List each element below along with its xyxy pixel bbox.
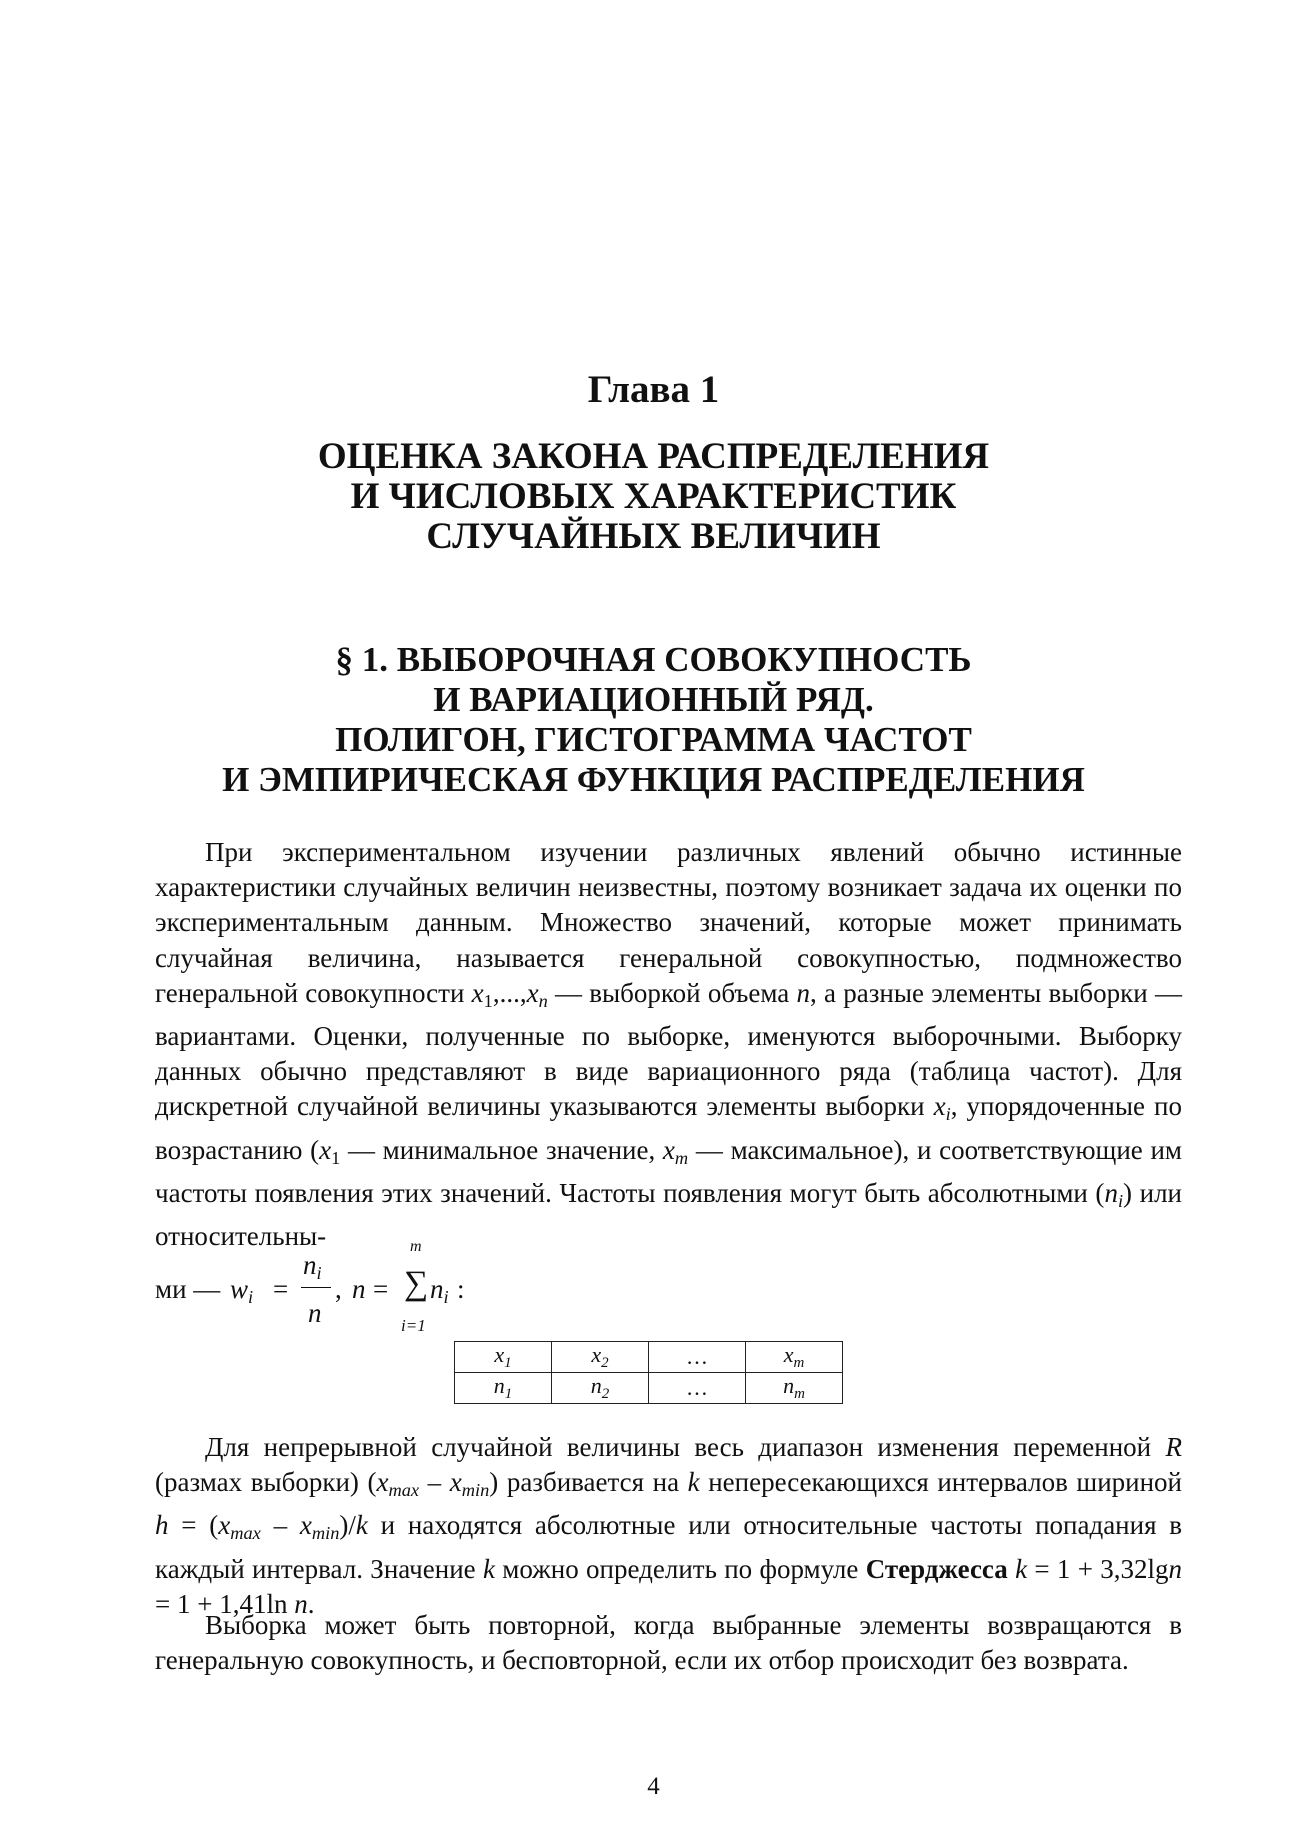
- table-cell: $x_m$: [746, 1342, 843, 1373]
- fraction-bar: [301, 1287, 331, 1288]
- chapter-title-line: СЛУЧАЙНЫХ ВЕЛИЧИН: [426, 516, 881, 557]
- paragraph-sampling: Выборка может быть повторной, когда выбранные элементы возвращаются в генеральную совокупность, и бесповторной, если их отбор происходит без возврата.: [155, 1610, 1182, 1676]
- section-title-line: И ЭМПИРИЧЕСКАЯ ФУНКЦИЯ РАСПРЕДЕЛЕНИЯ: [222, 760, 1085, 799]
- table-cell: $n_m$: [746, 1373, 843, 1404]
- paragraph-continuous: Для непрерывной случайной величины весь диапазон изменения переменной R (размах выборки) $(x_{max} - x_{min})$ разбивается на k непересекающихся интервалов шириной $h = (x_{max} - x_{min})/k$ и находятся абсолютные или относительные частоты попадания в каждый интервал. Значение k можно определить по формуле Стерджесса k = 1 + 3,32lgn = 1 + 1,41ln n.: [155, 1432, 1183, 1619]
- variation-series-table: [454, 1341, 843, 1404]
- chapter-label: Глава 1: [587, 368, 720, 411]
- section-title-line: И ВАРИАЦИОННЫЙ РЯД.: [433, 680, 874, 719]
- page-number: 4: [647, 1773, 660, 1800]
- relative-frequency-formula: ми — $w_i$ = $n_i$ n , n = m ∑ i=1 $n_i$ :: [155, 1238, 465, 1335]
- table-row: [455, 1373, 843, 1404]
- section-title: [0, 640, 1307, 800]
- table-cell: $n_2$: [552, 1373, 649, 1404]
- section-title-line: § 1. ВЫБОРОЧНАЯ СОВОКУПНОСТЬ: [335, 640, 972, 679]
- table-cell: $x_1$: [455, 1342, 552, 1373]
- table-cell: …: [649, 1342, 746, 1373]
- section-title-line: ПОЛИГОН, ГИСТОГРАММА ЧАСТОТ: [335, 720, 972, 759]
- chapter-title-line: ОЦЕНКА ЗАКОНА РАСПРЕДЕЛЕНИЯ: [317, 436, 990, 477]
- table-row: [455, 1342, 843, 1373]
- paragraph-intro: При экспериментальном изучении различных явлений обычно истинные характеристики случайных величин неизвестны, поэтому возникает задача их оценки по экспериментальным данным. Множество значений, которые может принимать случайная величина, называется генеральной совокупностью, подмножество генеральной совокупности $x_1,...,x_n$ — выборкой объема n, а разные элементы выборки — вариантами. Оценки, полученные по выборке, именуются выборочными. Выборку данных обычно представляют в виде вариационного ряда (таблица частот). Для дискретной случайной величины указываются элементы выборки $x_i$, упорядоченные по возрастанию ($x_1$ — минимальное значение, $x_m$ — максимальное), и соответствующие им частоты появления этих значений. Частоты появления могут быть абсолютными $(n_i)$ или относительны-: [155, 837, 1183, 1252]
- table-cell: $x_2$: [552, 1342, 649, 1373]
- table-cell: …: [649, 1373, 746, 1404]
- chapter-title: [0, 437, 1307, 557]
- chapter-title-line: И ЧИСЛОВЫХ ХАРАКТЕРИСТИК: [350, 476, 957, 517]
- table-cell: $n_1$: [455, 1373, 552, 1404]
